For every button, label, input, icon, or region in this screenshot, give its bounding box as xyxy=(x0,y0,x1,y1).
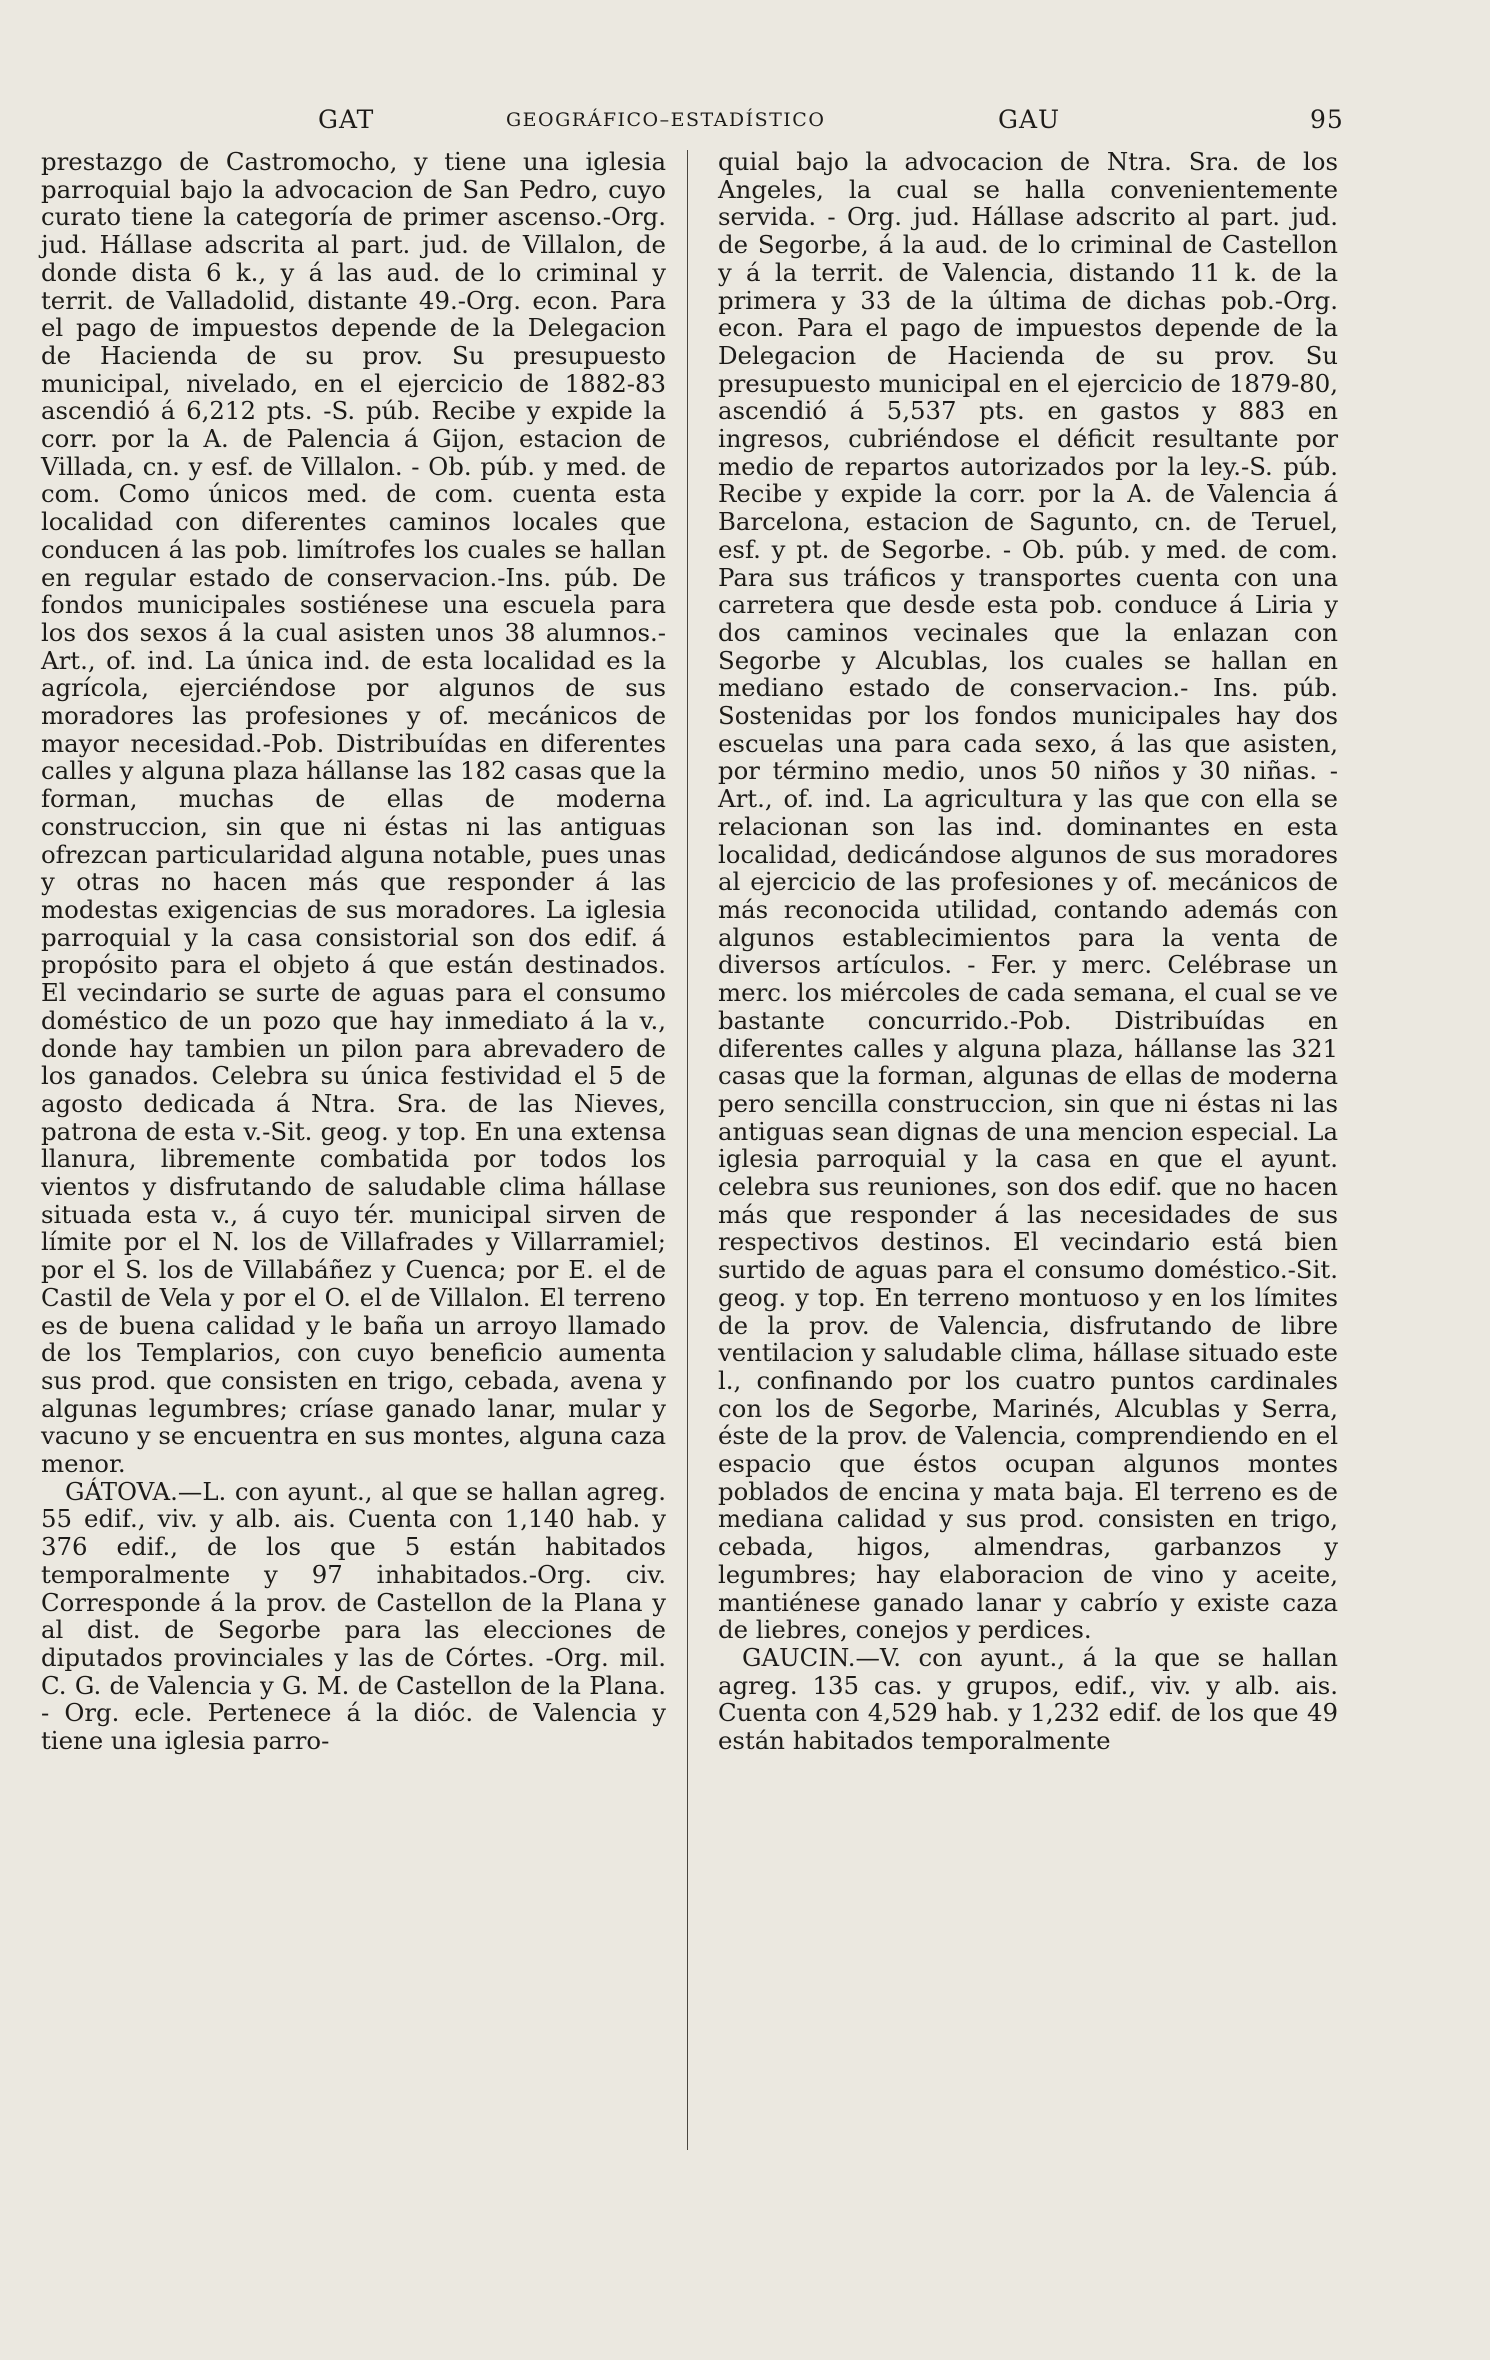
left-column xyxy=(41,148,666,1755)
right-paragraph-continued: quial bajo la advocacion de Ntra. Sra. de los Angeles, la cual se halla convenientemente servida. - Org. jud. Hállase adscrito al part. jud. de Segorbe, á la aud. de lo criminal de Castellon y á la territ. de Valencia, distando 11 k. de la primera y 33 de la última de dichas pob.-Org. econ. Para el pago de impuestos depende de la Delegacion de Hacienda de su prov. Su presupuesto municipal en el ejercicio de 1879-80, ascendió á 5,537 pts. en gastos y 883 en ingresos, cubriéndose el déficit resultante por medio de repartos autorizados por la ley.-S. púb. Recibe y expide la corr. por la A. de Valencia á Barcelona, estacion de Sagunto, cn. de Teruel, esf. y pt. de Segorbe. - Ob. púb. y med. de com. Para sus tráficos y transportes cuenta con una carretera que desde esta pob. conduce á Liria y dos caminos vecinales que la enlazan con Segorbe y Alcublas, los cuales se hallan en mediano estado de conservacion.- Ins. púb. Sostenidas por los fondos municipales hay dos escuelas una para cada sexo, á las que asisten, por término medio, unos 50 niños y 30 niñas. -Art., of. ind. La agricultura y las que con ella se relacionan son las ind. dominantes en esta localidad, dedicándose algunos de sus moradores al ejercicio de las profesiones y of. mecánicos de más reconocida utilidad, contando además con algunos establecimientos para la venta de diversos artículos. - Fer. y merc. Celébrase un merc. los miércoles de cada semana, el cual se ve bastante concurrido.-Pob. Distribuídas en diferentes calles y alguna plaza, hállanse las 321 casas que la forman, algunas de ellas de moderna pero sencilla construccion, sin que ni éstas ni las antiguas sean dignas de una mencion especial. La iglesia parroquial y la casa en que el ayunt. celebra sus reuniones, son dos edif. que no hacen más que responder á las necesidades de sus respectivos destinos. El vecindario está bien surtido de aguas para el consumo doméstico.-Sit. geog. y top. En terreno montuoso y en los límites de la prov. de Valencia, disfrutando de libre ventilacion y saludable clima, hállase situado este l., confinando por los cuatro puntos cardinales con los de Segorbe, Marinés, Alcublas y Serra, éste de la prov. de Valencia, comprendiendo en el espacio que éstos ocupan algunos montes poblados de encina y mata baja. El terreno es de mediana calidad y sus prod. consisten en trigo, cebada, higos, almendras, garbanzos y legumbres; hay elaboracion de vino y aceite, mantiénese ganado lanar y cabrío y existe caza de liebres, conejos y perdices. xyxy=(718,147,1338,1645)
page-number: 95 xyxy=(1310,105,1344,134)
left-paragraph-continued: prestazgo de Castromocho, y tiene una iglesia parroquial bajo la advocacion de San Pedro, cuyo curato tiene la categoría de primer ascenso.-Org. jud. Hállase adscrita al part. jud. de Villalon, de donde dista 6 k., y á las aud. de lo criminal y territ. de Valladolid, distante 49.-Org. econ. Para el pago de impuestos depende de la Delegacion de Hacienda de su prov. Su presupuesto municipal, nivelado, en el ejercicio de 1882-83 ascendió á 6,212 pts. -S. púb. Recibe y expide la corr. por la A. de Palencia á Gijon, estacion de Villada, cn. y esf. de Villalon. - Ob. púb. y med. de com. Como únicos med. de com. cuenta esta localidad con diferentes caminos locales que conducen á las pob. limítrofes los cuales se hallan en regular estado de conservacion.-Ins. púb. De fondos municipales sostiénese una escuela para los dos sexos á la cual asisten unos 38 alumnos.-Art., of. ind. La única ind. de esta localidad es la agrícola, ejerciéndose por algunos de sus moradores las profesiones y of. mecánicos de mayor necesidad.-Pob. Distribuídas en diferentes calles y alguna plaza hállanse las 182 casas que la forman, muchas de ellas de moderna construccion, sin que ni éstas ni las antiguas ofrezcan particularidad alguna notable, pues unas y otras no hacen más que responder á las modestas exigencias de sus moradores. La iglesia parroquial y la casa consistorial son dos edif. á propósito para el objeto á que están destinados. El vecindario se surte de aguas para el consumo doméstico de un pozo que hay inmediato á la v., donde hay tambien un pilon para abrevadero de los ganados. Celebra su única festividad el 5 de agosto dedicada á Ntra. Sra. de las Nieves, patrona de esta v.-Sit. geog. y top. En una extensa llanura, libremente combatida por todos los vientos y disfrutando de saludable clima hállase situada esta v., á cuyo tér. municipal sirven de límite por el N. los de Villafrades y Villarramiel; por el S. los de Villabáñez y Cuenca; por E. el de Castil de Vela y por el O. el de Villalon. El terreno es de buena calidad y le baña un arroyo llamado de los Templarios, con cuyo beneficio aumenta sus prod. que consisten en trigo, cebada, avena y algunas legumbres; críase ganado lanar, mular y vacuno y se encuentra en sus montes, alguna caza menor. xyxy=(41,147,666,1479)
entry-gatova: GÁTOVA.—L. con ayunt., al que se hallan agreg. 55 edif., viv. y alb. ais. Cuenta con 1,140 hab. y 376 edif., de los que 5 están habitados temporalmente y 97 inhabitados.-Org. civ. Corresponde á la prov. de Castellon de la Plana y al dist. de Segorbe para las elecciones de diputados provinciales y las de Córtes. -Org. mil. C. G. de Valencia y G. M. de Castellon de la Plana. - Org. ecle. Pertenece á la dióc. de Valencia y tiene una iglesia parro- xyxy=(41,1476,666,1756)
right-column xyxy=(718,148,1338,1755)
column-divider xyxy=(687,150,688,2150)
running-header xyxy=(0,100,1490,140)
entry-gaucin: GAUCIN.—V. con ayunt., á la que se hallan agreg. 135 cas. y grupos, edif., viv. y alb. ais. Cuenta con 4,529 hab. y 1,232 edif. de los que 49 están habitados temporalmente xyxy=(718,1642,1338,1756)
header-right-guide-word: GAU xyxy=(998,105,1061,134)
header-title: GEOGRÁFICO–ESTADÍSTICO xyxy=(506,109,826,131)
header-left-guide-word: GAT xyxy=(318,105,375,134)
